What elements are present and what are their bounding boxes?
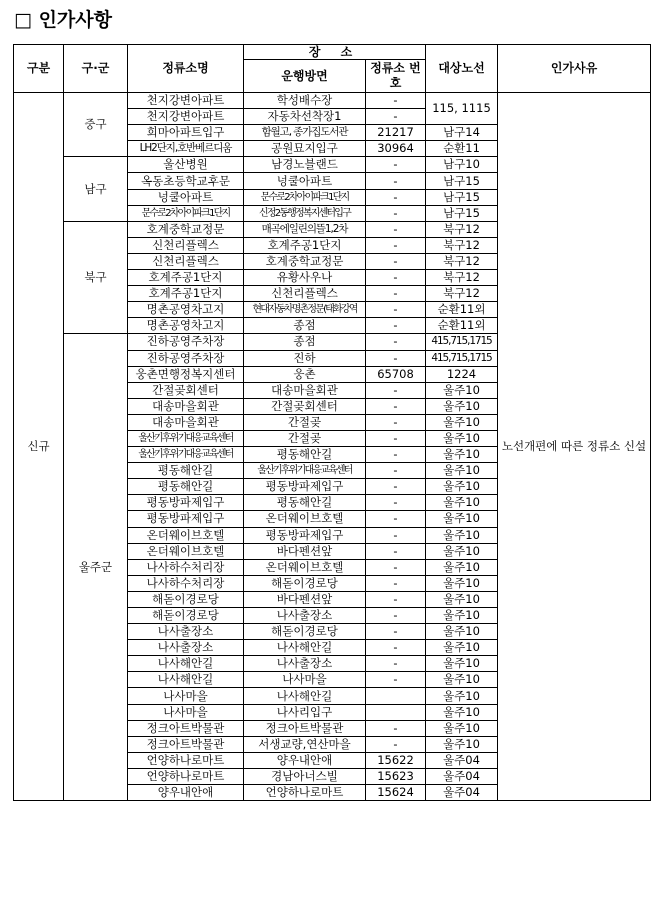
stop-number-cell: -	[366, 286, 426, 302]
stop-number-cell: 30964	[366, 141, 426, 157]
district-cell: 중구	[64, 93, 128, 157]
direction-cell: 문수로2차아이파크1단지	[244, 189, 366, 205]
stop-number-cell: -	[366, 591, 426, 607]
stop-number-cell: -	[366, 398, 426, 414]
route-cell: 북구12	[426, 270, 498, 286]
stop-name-cell: 문수로2차아이파크1단지	[128, 205, 244, 221]
route-cell: 울주10	[426, 736, 498, 752]
stop-number-cell: -	[366, 479, 426, 495]
direction-cell: 유황사우나	[244, 270, 366, 286]
stop-number-cell: -	[366, 221, 426, 237]
direction-cell: 서생교량,연산마을	[244, 736, 366, 752]
route-cell: 울주10	[426, 527, 498, 543]
header-stop-name: 정류소명	[128, 45, 244, 93]
direction-cell: 호계주공1단지	[244, 237, 366, 253]
stop-name-cell: 옥동초등학교후문	[128, 173, 244, 189]
direction-cell: 평동해안길	[244, 447, 366, 463]
stop-name-cell: 정크아트박물관	[128, 720, 244, 736]
direction-cell: 바다펜션앞	[244, 543, 366, 559]
route-cell: 울주10	[426, 382, 498, 398]
stop-number-cell: -	[366, 624, 426, 640]
stop-name-cell: 나사하수처리장	[128, 559, 244, 575]
stop-number-cell: -	[366, 109, 426, 125]
route-cell: 순환11외	[426, 318, 498, 334]
direction-cell: 정크아트박물관	[244, 720, 366, 736]
direction-cell: 자동차선착장1	[244, 109, 366, 125]
direction-cell: 학성배수장	[244, 93, 366, 109]
direction-cell: 공원묘지입구	[244, 141, 366, 157]
stop-number-cell: 15623	[366, 768, 426, 784]
route-cell: 울주10	[426, 495, 498, 511]
stop-name-cell: 언양하나로마트	[128, 768, 244, 784]
direction-cell: 바다펜션앞	[244, 591, 366, 607]
direction-cell: 나사출장소	[244, 608, 366, 624]
direction-cell: 언양하나로마트	[244, 785, 366, 801]
route-cell: 115, 1115	[426, 93, 498, 125]
stop-number-cell: -	[366, 575, 426, 591]
direction-cell: 해돋이경로당	[244, 624, 366, 640]
route-cell: 울주04	[426, 752, 498, 768]
stop-number-cell: -	[366, 205, 426, 221]
direction-cell: 간절곶회센터	[244, 398, 366, 414]
stop-name-cell: 온더웨이브호텔	[128, 527, 244, 543]
district-cell: 북구	[64, 221, 128, 334]
stop-name-cell: 온더웨이브호텔	[128, 543, 244, 559]
direction-cell: 신천리플렉스	[244, 286, 366, 302]
stop-number-cell	[366, 688, 426, 704]
direction-cell: 남경노블랜드	[244, 157, 366, 173]
section-title: □ 인가사항	[14, 9, 112, 31]
stop-name-cell: 정크아트박물관	[128, 736, 244, 752]
route-cell: 울주10	[426, 479, 498, 495]
route-cell: 남구14	[426, 125, 498, 141]
direction-cell: 평동방파제입구	[244, 479, 366, 495]
direction-cell: 나사마을	[244, 672, 366, 688]
route-cell: 울주10	[426, 688, 498, 704]
stop-name-cell: 명촌공영차고지	[128, 318, 244, 334]
route-cell: 북구12	[426, 221, 498, 237]
route-cell: 울주10	[426, 575, 498, 591]
direction-cell: 현대자동차명촌정문(태화강역	[244, 302, 366, 318]
direction-cell: 해돋이경로당	[244, 575, 366, 591]
approval-table	[13, 44, 651, 801]
stop-name-cell: 웅촌면행정복지센터	[128, 366, 244, 382]
route-cell: 남구15	[426, 189, 498, 205]
stop-name-cell: 대송마을회관	[128, 398, 244, 414]
stop-number-cell: -	[366, 237, 426, 253]
direction-cell: 진하	[244, 350, 366, 366]
route-cell: 북구12	[426, 237, 498, 253]
direction-cell: 대송마을회관	[244, 382, 366, 398]
stop-name-cell: 천지강변아파트	[128, 93, 244, 109]
direction-cell: 호계중학교정문	[244, 253, 366, 269]
route-cell: 울주10	[426, 511, 498, 527]
stop-number-cell: -	[366, 93, 426, 109]
header-category: 구분	[14, 45, 64, 93]
route-cell: 울주10	[426, 656, 498, 672]
stop-name-cell: 나사해안길	[128, 672, 244, 688]
stop-name-cell: 해돋이경로당	[128, 591, 244, 607]
route-cell: 남구15	[426, 205, 498, 221]
header-location: 장 소	[244, 45, 426, 60]
stop-number-cell: -	[366, 253, 426, 269]
stop-number-cell: -	[366, 302, 426, 318]
stop-number-cell: 65708	[366, 366, 426, 382]
stop-number-cell: 21217	[366, 125, 426, 141]
stop-name-cell: 나사하수처리장	[128, 575, 244, 591]
stop-name-cell: 울산기후위기대응교육센터	[128, 430, 244, 446]
stop-number-cell: -	[366, 495, 426, 511]
route-cell: 울주10	[426, 672, 498, 688]
route-cell: 울주10	[426, 398, 498, 414]
stop-name-cell: 평동해안길	[128, 479, 244, 495]
route-cell: 1224	[426, 366, 498, 382]
stop-number-cell: -	[366, 527, 426, 543]
stop-name-cell: 울산병원	[128, 157, 244, 173]
direction-cell: 나사출장소	[244, 656, 366, 672]
route-cell: 울주10	[426, 543, 498, 559]
route-cell: 울주10	[426, 463, 498, 479]
stop-name-cell: 희마아파트입구	[128, 125, 244, 141]
header-direction: 운행방면	[244, 60, 366, 93]
reason-cell: 노선개편에 따른 정류소 신설	[498, 93, 651, 801]
stop-number-cell	[366, 704, 426, 720]
direction-cell: 나사리입구	[244, 704, 366, 720]
route-cell: 북구12	[426, 286, 498, 302]
stop-number-cell: 15624	[366, 785, 426, 801]
stop-number-cell: -	[366, 382, 426, 398]
district-cell: 남구	[64, 157, 128, 221]
direction-cell: 함월고, 종가집도서관	[244, 125, 366, 141]
direction-cell: 넝쿨아파트	[244, 173, 366, 189]
route-cell: 순환11외	[426, 302, 498, 318]
stop-name-cell: 신천리플렉스	[128, 253, 244, 269]
stop-name-cell: 나사마을	[128, 704, 244, 720]
category-cell: 신규	[14, 93, 64, 801]
stop-number-cell: -	[366, 173, 426, 189]
stop-number-cell: -	[366, 511, 426, 527]
stop-number-cell: -	[366, 447, 426, 463]
route-cell: 울주10	[426, 608, 498, 624]
direction-cell: 평동방파제입구	[244, 527, 366, 543]
stop-number-cell: -	[366, 640, 426, 656]
route-cell: 울주04	[426, 785, 498, 801]
direction-cell: 간절곶	[244, 414, 366, 430]
stop-name-cell: 진하공영주차장	[128, 334, 244, 350]
stop-name-cell: 해돋이경로당	[128, 608, 244, 624]
route-cell: 울주10	[426, 624, 498, 640]
stop-number-cell: -	[366, 543, 426, 559]
stop-number-cell: -	[366, 608, 426, 624]
route-cell: 울주10	[426, 447, 498, 463]
direction-cell: 양우내안애	[244, 752, 366, 768]
stop-number-cell: -	[366, 736, 426, 752]
stop-number-cell: -	[366, 720, 426, 736]
route-cell: 415,715,1715	[426, 350, 498, 366]
stop-number-cell: -	[366, 463, 426, 479]
stop-number-cell: 15622	[366, 752, 426, 768]
stop-name-cell: 진하공영주차장	[128, 350, 244, 366]
stop-number-cell: -	[366, 430, 426, 446]
stop-number-cell: -	[366, 318, 426, 334]
district-cell: 울주군	[64, 334, 128, 801]
stop-number-cell: -	[366, 189, 426, 205]
stop-name-cell: 넝쿨아파트	[128, 189, 244, 205]
stop-name-cell: 명촌공영차고지	[128, 302, 244, 318]
direction-cell: 매곡에일린의뜰1,2차	[244, 221, 366, 237]
direction-cell: 간절곶	[244, 430, 366, 446]
stop-name-cell: 호계중학교정문	[128, 221, 244, 237]
route-cell: 울주10	[426, 704, 498, 720]
stop-name-cell: 평동방파제입구	[128, 511, 244, 527]
stop-name-cell: 나사출장소	[128, 624, 244, 640]
direction-cell: 종점	[244, 318, 366, 334]
stop-name-cell: 양우내안애	[128, 785, 244, 801]
stop-name-cell: 언양하나로마트	[128, 752, 244, 768]
stop-name-cell: 간절곶회센터	[128, 382, 244, 398]
direction-cell: 경남아너스빌	[244, 768, 366, 784]
header-stop-number: 정류소 번호	[366, 60, 426, 93]
header-route: 대상노선	[426, 45, 498, 93]
stop-name-cell: 나사해안길	[128, 656, 244, 672]
stop-name-cell: 나사마을	[128, 688, 244, 704]
stop-name-cell: 천지강변아파트	[128, 109, 244, 125]
direction-cell: 온더웨이브호텔	[244, 511, 366, 527]
stop-name-cell: LH2단지,호반베르디움	[128, 141, 244, 157]
direction-cell: 나사해안길	[244, 640, 366, 656]
stop-number-cell: -	[366, 157, 426, 173]
table-row	[14, 93, 651, 109]
stop-number-cell: -	[366, 350, 426, 366]
direction-cell: 신정2동행정복지센터입구	[244, 205, 366, 221]
direction-cell: 평동해안길	[244, 495, 366, 511]
stop-number-cell: -	[366, 270, 426, 286]
table-body	[14, 93, 651, 801]
stop-name-cell: 나사출장소	[128, 640, 244, 656]
route-cell: 울주10	[426, 559, 498, 575]
route-cell: 415,715,1715	[426, 334, 498, 350]
stop-number-cell: -	[366, 414, 426, 430]
direction-cell: 종점	[244, 334, 366, 350]
route-cell: 울주10	[426, 414, 498, 430]
stop-number-cell: -	[366, 559, 426, 575]
stop-name-cell: 울산기후위기대응교육센터	[128, 447, 244, 463]
direction-cell: 울산기후위기대응교육센터	[244, 463, 366, 479]
route-cell: 남구15	[426, 173, 498, 189]
stop-name-cell: 호계주공1단지	[128, 286, 244, 302]
stop-name-cell: 호계주공1단지	[128, 270, 244, 286]
direction-cell: 나사해안길	[244, 688, 366, 704]
route-cell: 울주10	[426, 591, 498, 607]
route-cell: 순환11	[426, 141, 498, 157]
stop-number-cell: -	[366, 672, 426, 688]
header-district: 구·군	[64, 45, 128, 93]
route-cell: 남구10	[426, 157, 498, 173]
route-cell: 북구12	[426, 253, 498, 269]
route-cell: 울주10	[426, 430, 498, 446]
route-cell: 울주10	[426, 640, 498, 656]
stop-name-cell: 신천리플렉스	[128, 237, 244, 253]
stop-number-cell: -	[366, 656, 426, 672]
stop-name-cell: 평동방파제입구	[128, 495, 244, 511]
stop-number-cell: -	[366, 334, 426, 350]
stop-name-cell: 평동해안길	[128, 463, 244, 479]
stop-name-cell: 대송마을회관	[128, 414, 244, 430]
direction-cell: 웅촌	[244, 366, 366, 382]
direction-cell: 온더웨이브호텔	[244, 559, 366, 575]
route-cell: 울주04	[426, 768, 498, 784]
header-reason: 인가사유	[498, 45, 651, 93]
route-cell: 울주10	[426, 720, 498, 736]
